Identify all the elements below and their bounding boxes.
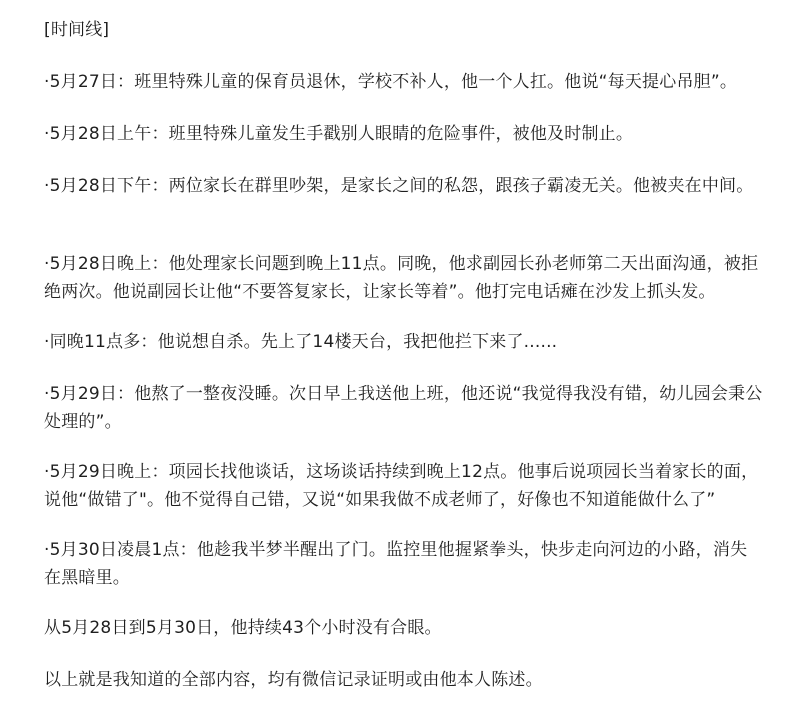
- timeline-heading: [时间线]: [44, 20, 110, 40]
- timeline-entry: ·5月29日晚上：项园长找他谈话，这场谈话持续到晚上12点。他事后说项园长当着家长的面，说他“做错了"。他不觉得自己错，又说“如果我做不成老师了，好像也不知道能做什么了”: [44, 462, 759, 510]
- timeline-entry: ·同晚11点多：他说想自杀。先上了14楼天台，我把他拦下来了......: [44, 332, 558, 352]
- timeline-entry: ·5月27日：班里特殊儿童的保育员退休，学校不补人，他一个人扛。他说“每天提心吊胆”。: [44, 72, 738, 92]
- timeline-entry: ·5月29日：他熬了一整夜没睡。次日早上我送他上班，他还说“我觉得我没有错，幼儿园会秉公处理的”。: [44, 384, 763, 432]
- summary-text: 从5月28日到5月30日，他持续43个小时没有合眼。: [44, 618, 442, 638]
- timeline-entry: ·5月28日下午：两位家长在群里吵架，是家长之间的私怨，跟孩子霸凌无关。他被夹在中间。: [44, 176, 754, 196]
- timeline-entry: ·5月28日晚上：他处理家长问题到晚上11点。同晚，他求副园长孙老师第二天出面沟通，被拒绝两次。他说副园长让他“不要答复家长，让家长等着”。他打完电话瘫在沙发上抓头发。: [44, 254, 759, 302]
- timeline-entry: ·5月28日上午：班里特殊儿童发生手戳别人眼睛的危险事件，被他及时制止。: [44, 124, 634, 144]
- closing-text: 以上就是我知道的全部内容，均有微信记录证明或由他本人陈述。: [44, 670, 543, 690]
- timeline-entry: ·5月30日凌晨1点：他趁我半梦半醒出了门。监控里他握紧拳头，快步走向河边的小路，消失在黑暗里。: [44, 540, 748, 588]
